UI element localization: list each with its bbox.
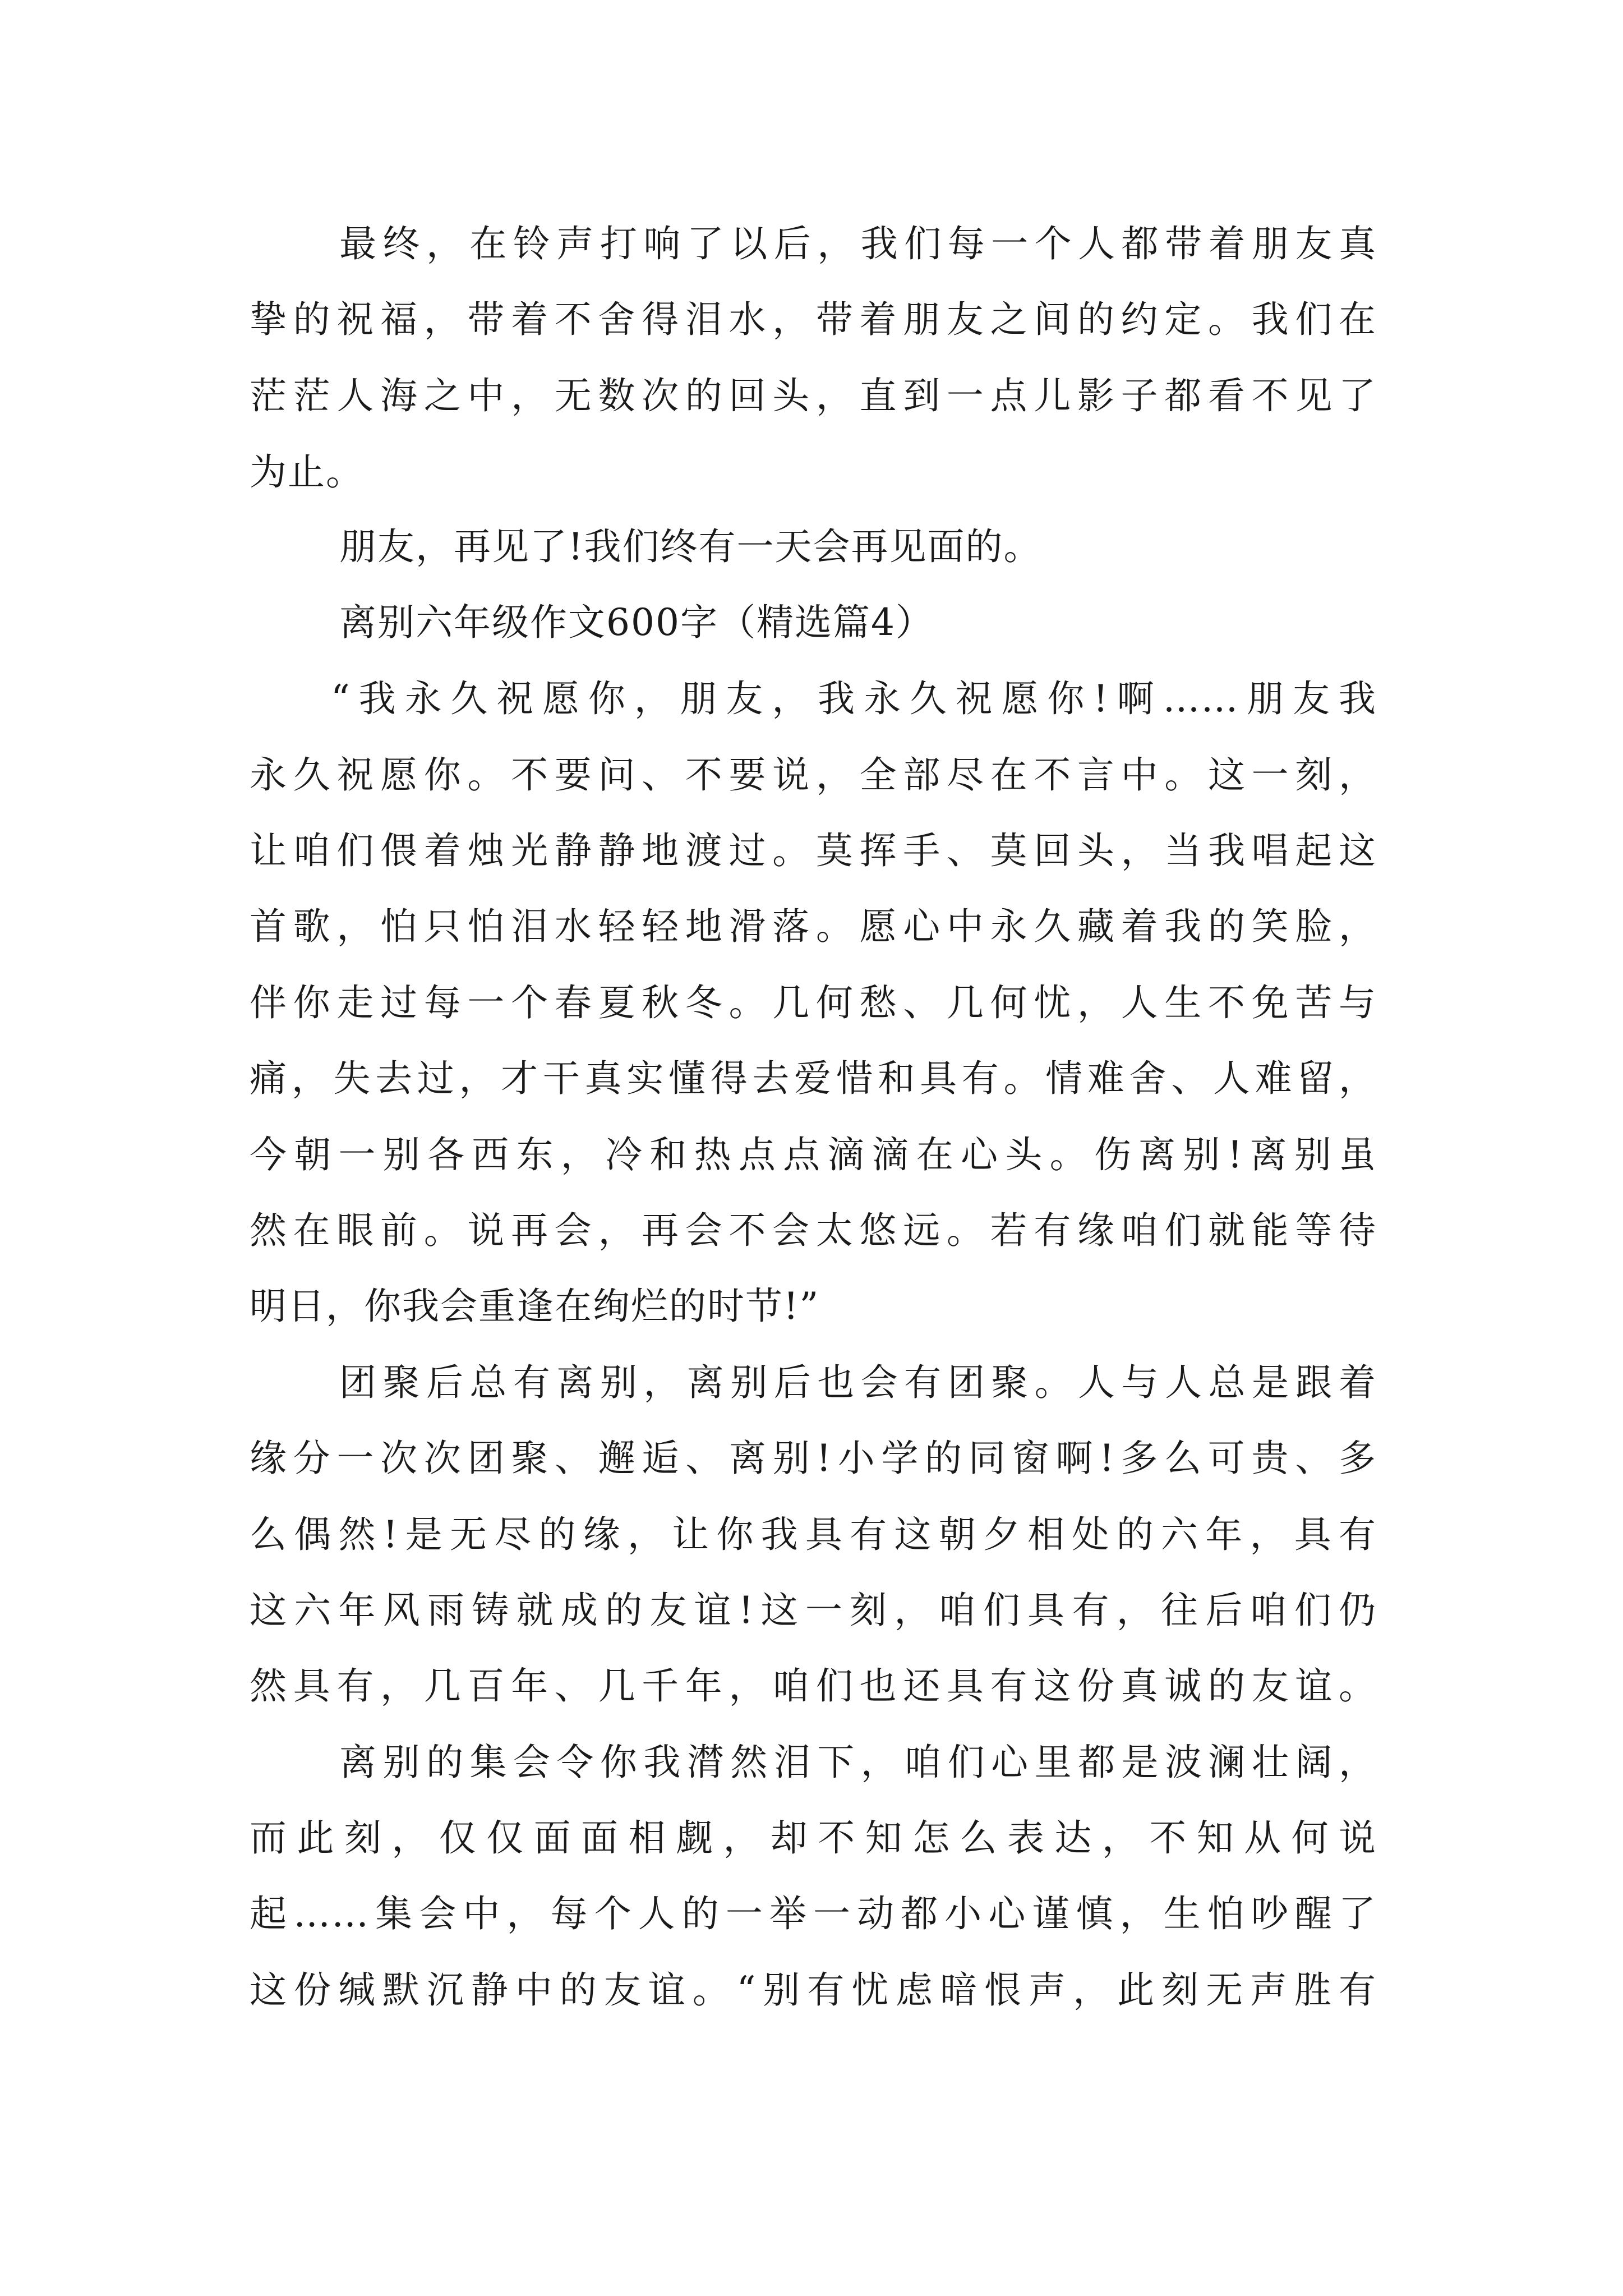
body-text-line: 离别的集会令你我潸然泪下，咱们心里都是波澜壮阔， xyxy=(339,1741,1377,1784)
section-heading: 离别六年级作文600字（精选篇4） xyxy=(339,601,934,644)
body-text-line: 然具有，几百年、几千年，咱们也还具有这份真诚的友谊。 xyxy=(250,1664,1377,1708)
body-text-line: 永久祝愿你。不要问、不要说，全部尽在不言中。这一刻， xyxy=(250,753,1377,797)
body-text-line: 这六年风雨铸就成的友谊!这一刻，咱们具有，往后咱们仍 xyxy=(250,1589,1377,1632)
body-text-line: 让咱们偎着烛光静静地渡过。莫挥手、莫回头，当我唱起这 xyxy=(250,829,1377,872)
body-text-line: 而此刻，仅仅面面相觑，却不知怎么表达，不知从何说 xyxy=(250,1816,1377,1860)
body-text-line: 今朝一别各西东，冷和热点点滴滴在心头。伤离别!离别虽 xyxy=(250,1133,1377,1176)
body-text-line: 朋友，再见了!我们终有一天会再见面的。 xyxy=(339,525,1042,568)
body-text-line: 痛，失去过，才干真实懂得去爱惜和具有。情难舍、人难留， xyxy=(250,1057,1377,1100)
body-text-line: 团聚后总有离别，离别后也会有团聚。人与人总是跟着 xyxy=(339,1361,1377,1404)
body-text-line: 挚的祝福，带着不舍得泪水，带着朋友之间的约定。我们在 xyxy=(250,298,1377,341)
body-text-line: 起……集会中，每个人的一举一动都小心谨慎，生怕吵醒了 xyxy=(250,1892,1377,1935)
body-text-line: 这份缄默沉静中的友谊。“别有忧虑暗恨声，此刻无声胜有 xyxy=(250,1968,1377,2012)
body-text-line: 最终，在铃声打响了以后，我们每一个人都带着朋友真 xyxy=(339,222,1377,265)
body-text-line: 伴你走过每一个春夏秋冬。几何愁、几何忧，人生不免苦与 xyxy=(250,981,1377,1024)
body-text-line: 缘分一次次团聚、邂逅、离别!小学的同窗啊!多么可贵、多 xyxy=(250,1437,1377,1480)
body-text-line: 然在眼前。说再会，再会不会太悠远。若有缘咱们就能等待 xyxy=(250,1209,1377,1252)
body-text-line: 茫茫人海之中，无数次的回头，直到一点儿影子都看不见了 xyxy=(250,374,1377,417)
body-text-line: 首歌，怕只怕泪水轻轻地滑落。愿心中永久藏着我的笑脸， xyxy=(250,905,1377,948)
body-text-line: “我永久祝愿你，朋友，我永久祝愿你!啊……朋友我 xyxy=(331,677,1377,720)
body-text-line: 么偶然!是无尽的缘，让你我具有这朝夕相处的六年，具有 xyxy=(250,1513,1377,1556)
body-text-line: 为止。 xyxy=(250,450,364,494)
body-text-line: 明日，你我会重逢在绚烂的时节!” xyxy=(250,1285,820,1328)
